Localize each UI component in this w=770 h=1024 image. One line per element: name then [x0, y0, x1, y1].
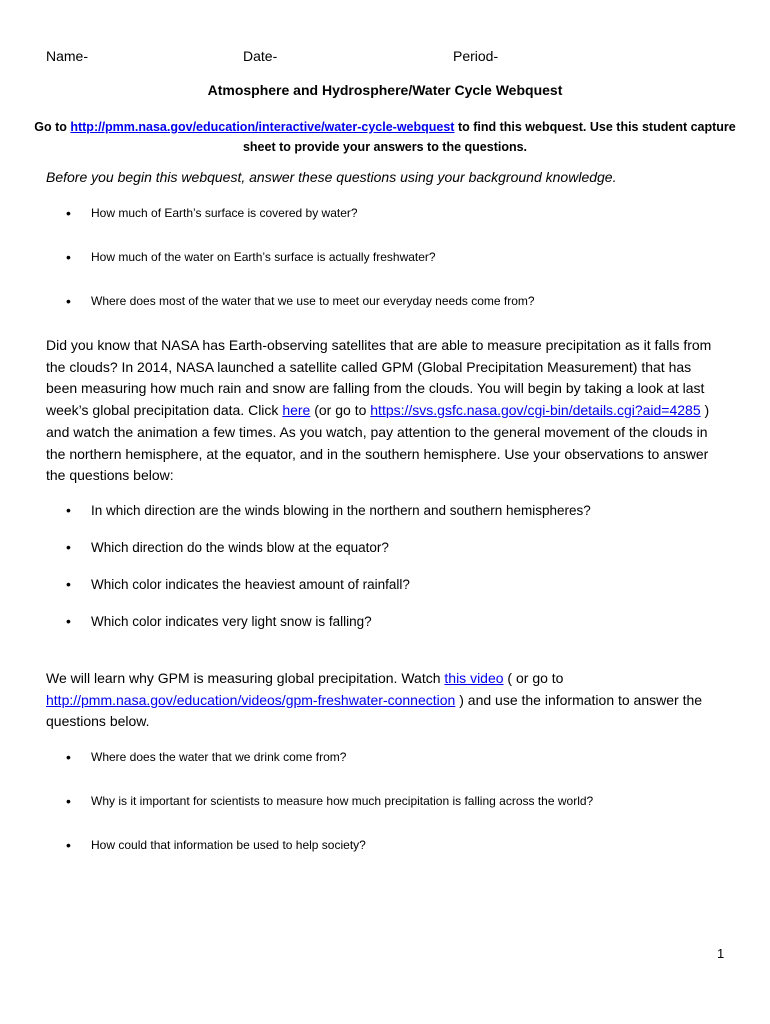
video-question-list [66, 750, 593, 852]
list-item: • How could that information be used to help society? [66, 838, 593, 852]
here-link[interactable]: here [282, 402, 311, 419]
list-item: • Which color indicates very light snow is falling? [66, 614, 591, 629]
video-paragraph-text: ) and use the information to answer the questions below. [46, 691, 703, 730]
instructions-prefix: Go to [34, 120, 71, 134]
video-url-link[interactable]: http://pmm.nasa.gov/education/videos/gpm-freshwater-connection [46, 691, 456, 708]
list-item: • Which direction do the winds blow at the equator? [66, 540, 591, 555]
animation-question-list [66, 503, 591, 629]
date-label: Date- [243, 48, 278, 64]
list-item: • Why is it important for scientists to measure how much precipitation is falling across the world? [66, 794, 593, 808]
video-paragraph-text: We will learn why GPM is measuring global precipitation. Watch [46, 670, 445, 686]
background-question-list [66, 206, 535, 308]
svs-link[interactable]: https://svs.gsfc.nasa.gov/cgi-bin/details.cgi?aid=4285 [370, 402, 701, 419]
list-item: • How much of the water on Earth’s surface is actually freshwater? [66, 250, 535, 264]
name-label: Name- [46, 48, 89, 64]
page-title: Atmosphere and Hydrosphere/Water Cycle Webquest [207, 82, 563, 98]
instructions-suffix: to find this webquest. Use this student capture sheet to provide your answers to the questions. [242, 120, 736, 154]
list-item: • Which color indicates the heaviest amount of rainfall? [66, 577, 591, 592]
gpm-paragraph [46, 335, 726, 487]
list-item: • Where does most of the water that we use to meet our everyday needs come from? [66, 294, 535, 308]
gpm-paragraph-text: Did you know that NASA has Earth-observing satellites that are able to measure precipitation as it falls from the clouds? In 2014, NASA launched a satellite called GPM (Global Precipitation Measurement) that has been measuring how much rain and snow are falling from the clouds. You will begin by taking a look at last week’s global precipitation data. Click [46, 337, 712, 419]
intro-text: Before you begin this webquest, answer these questions using your background knowledge. [46, 169, 617, 185]
instructions [30, 117, 740, 157]
period-label: Period- [453, 48, 499, 64]
gpm-paragraph-text: (or go to [310, 402, 371, 419]
video-paragraph [46, 668, 726, 733]
gpm-paragraph-text: ) and watch the animation a few times. As you watch, pay attention to the general movement of the clouds in the northern hemisphere, at the equator, and in the southern hemisphere. Use your observations to answer the questions below: [46, 402, 710, 484]
list-item: • Where does the water that we drink come from? [66, 750, 593, 764]
webquest-link[interactable]: http://pmm.nasa.gov/education/interactive/water-cycle-webquest [70, 120, 455, 134]
page-number: 1 [717, 946, 725, 961]
video-link[interactable]: this video [444, 670, 504, 686]
list-item: • In which direction are the winds blowing in the northern and southern hemispheres? [66, 503, 591, 518]
list-item: • How much of Earth’s surface is covered by water? [66, 206, 535, 220]
video-paragraph-text: ( or go to [503, 670, 564, 686]
